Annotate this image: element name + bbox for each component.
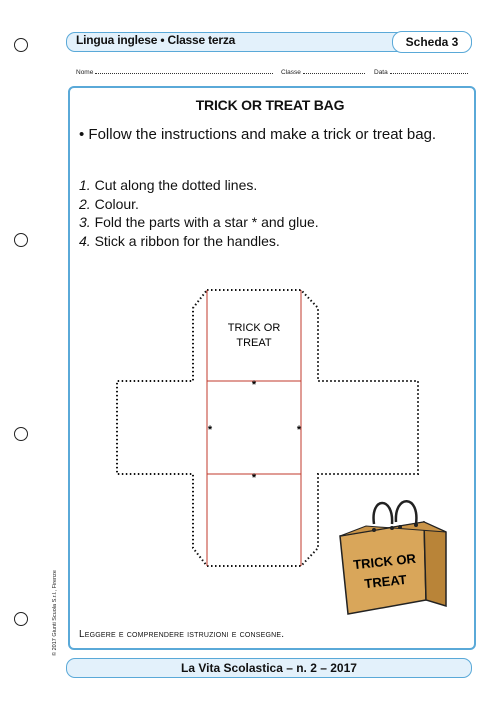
class-label: Classe [281,69,301,76]
star-top: * [251,379,257,391]
step-item: 4. Stick a ribbon for the handles. [79,232,280,249]
skill-caption: Leggere e comprendere istruzioni e consegne. [79,629,285,640]
step-item: 2. Colour. [79,195,139,212]
step-item: 1. Cut along the dotted lines. [79,177,258,193]
footer-bar: La Vita Scolastica – n. 2 – 2017 [66,658,472,678]
worksheet-title: TRICK OR TREAT BAG [195,97,345,113]
sheet-number: Scheda 3 [392,31,472,53]
date-label: Data [374,69,388,76]
name-label: Nome [76,69,94,76]
instruction-intro: • Follow the instructions and make a trick or treat bag. [79,126,437,143]
star-right: * [296,424,302,436]
star-bottom: * [251,472,257,484]
copyright-text: © 2017 Giunti Scuola S.r.l., Firenze [52,570,58,656]
template-label-line2: TREAT [236,337,272,349]
bag-label-line2: TREAT [363,571,408,592]
bag-illustration [340,501,446,614]
subject-label: Lingua inglese • Classe terza [76,33,236,47]
star-left: * [207,424,213,436]
step-item: 3. Fold the parts with a star * and glue. [79,214,319,230]
template-label-line1: TRICK OR [227,322,281,334]
bag-label-line1: TRICK OR [352,550,417,573]
